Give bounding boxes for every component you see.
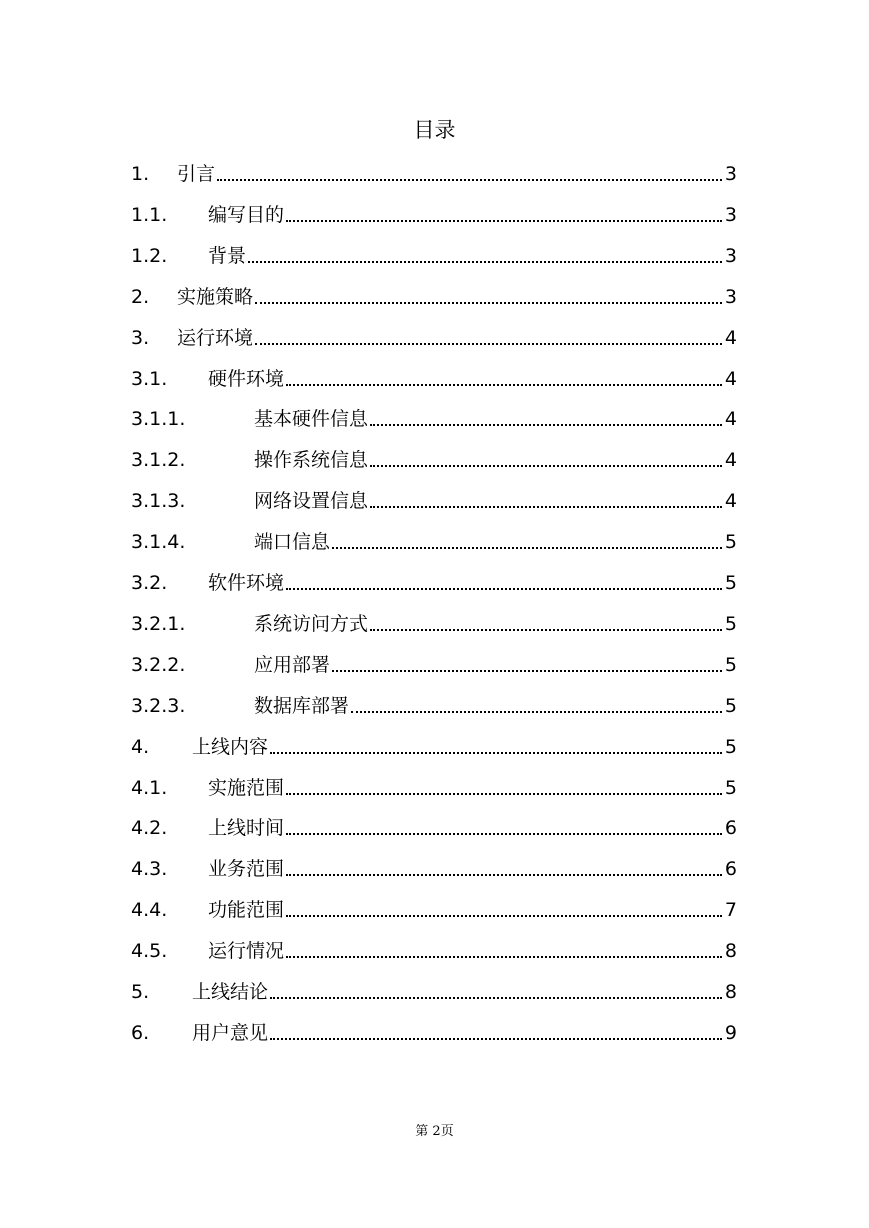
toc-entry[interactable] — [131, 443, 737, 473]
toc-entry-number: 3.1.3. — [131, 490, 186, 512]
toc-dot-leader — [217, 179, 722, 181]
toc-entry[interactable] — [131, 975, 737, 1005]
page-number-footer: 第 2页 — [415, 1124, 454, 1139]
toc-entry-title: 实施范围 — [208, 777, 285, 799]
toc-entry-number: 1.2. — [131, 245, 168, 267]
toc-entry[interactable] — [131, 484, 737, 514]
toc-dot-leader — [286, 956, 722, 958]
toc-dot-leader — [248, 261, 722, 263]
toc-entry-number: 3.2.1. — [131, 613, 186, 635]
toc-dot-leader — [286, 220, 722, 222]
toc-entry-title: 应用部署 — [254, 654, 331, 676]
toc-entry-number: 4.2. — [131, 817, 168, 839]
toc-entry-title: 端口信息 — [254, 531, 331, 553]
toc-entry-title: 功能范围 — [208, 899, 285, 921]
toc-entry-title: 上线时间 — [208, 817, 285, 839]
toc-dot-leader — [286, 915, 722, 917]
toc-entry-number: 4.1. — [131, 777, 168, 799]
toc-entry-number: 3.1.4. — [131, 531, 186, 553]
toc-entry-number: 4.5. — [131, 940, 168, 962]
toc-entry-title: 数据库部署 — [254, 695, 350, 717]
toc-entry-number: 6. — [131, 1022, 150, 1044]
toc-entry-title: 上线内容 — [192, 736, 269, 758]
toc-entry-number: 3.1. — [131, 368, 168, 390]
toc-entry-number: 3.1.2. — [131, 449, 186, 471]
toc-entry-number: 3.2.3. — [131, 695, 186, 717]
toc-entry[interactable] — [131, 811, 737, 841]
toc-entry-page-number: 4 — [724, 327, 737, 349]
toc-entry[interactable] — [131, 239, 737, 269]
toc-entry-number: 3. — [131, 327, 150, 349]
toc-entry-number: 3.1.1. — [131, 408, 186, 430]
toc-entry-page-number: 5 — [724, 531, 737, 553]
toc-entry-page-number: 5 — [724, 777, 737, 799]
toc-entry-number: 5. — [131, 981, 150, 1003]
toc-dot-leader — [286, 833, 722, 835]
toc-entry[interactable] — [131, 1016, 737, 1046]
toc-entry-title: 硬件环境 — [208, 368, 285, 390]
toc-entry[interactable] — [131, 198, 737, 228]
toc-entry[interactable] — [131, 321, 737, 351]
toc-dot-leader — [286, 874, 722, 876]
toc-entry-page-number: 3 — [724, 286, 737, 308]
toc-entry-page-number: 7 — [724, 899, 737, 921]
toc-entry[interactable] — [131, 362, 737, 392]
toc-entry-title: 运行环境 — [177, 327, 254, 349]
toc-dot-leader — [332, 547, 722, 549]
toc-title: 目录 — [413, 118, 456, 142]
toc-entry-title: 系统访问方式 — [254, 613, 369, 635]
toc-entry[interactable] — [131, 648, 737, 678]
toc-dot-leader — [286, 588, 722, 590]
toc-entry-title: 用户意见 — [192, 1022, 269, 1044]
toc-dot-leader — [270, 1038, 722, 1040]
toc-entry[interactable] — [131, 607, 737, 637]
toc-entry-page-number: 3 — [724, 204, 737, 226]
toc-entry-page-number: 5 — [724, 613, 737, 635]
toc-entry-title: 业务范围 — [208, 858, 285, 880]
toc-entry-number: 4.4. — [131, 899, 168, 921]
toc-entry-title: 上线结论 — [192, 981, 269, 1003]
toc-dot-leader — [286, 384, 722, 386]
toc-entry[interactable] — [131, 730, 737, 760]
toc-entry-page-number: 4 — [724, 368, 737, 390]
toc-entry-title: 背景 — [208, 245, 247, 267]
toc-dot-leader — [370, 629, 722, 631]
toc-dot-leader — [286, 793, 722, 795]
toc-entry-number: 2. — [131, 286, 150, 308]
toc-dot-leader — [370, 424, 722, 426]
toc-entry-page-number: 6 — [724, 817, 737, 839]
toc-entry-page-number: 5 — [724, 572, 737, 594]
toc-entry[interactable] — [131, 893, 737, 923]
toc-entry-number: 4. — [131, 736, 150, 758]
toc-entry-title: 基本硬件信息 — [254, 408, 369, 430]
toc-entry-page-number: 5 — [724, 654, 737, 676]
toc-entry-title: 网络设置信息 — [254, 490, 369, 512]
toc-entry-page-number: 4 — [724, 490, 737, 512]
toc-entry-page-number: 3 — [724, 245, 737, 267]
toc-entry-number: 4.3. — [131, 858, 168, 880]
toc-entry-page-number: 8 — [724, 981, 737, 1003]
toc-dot-leader — [255, 302, 722, 304]
toc-entry[interactable] — [131, 934, 737, 964]
toc-entry-title: 引言 — [177, 163, 216, 185]
toc-entry-page-number: 5 — [724, 736, 737, 758]
toc-entry-title: 实施策略 — [177, 286, 254, 308]
toc-entry-number: 1.1. — [131, 204, 168, 226]
toc-entry[interactable] — [131, 852, 737, 882]
toc-dot-leader — [332, 670, 722, 672]
toc-entry[interactable] — [131, 157, 737, 187]
toc-entry-number: 3.2. — [131, 572, 168, 594]
toc-entry-number: 3.2.2. — [131, 654, 186, 676]
toc-entry-page-number: 9 — [724, 1022, 737, 1044]
toc-entry-page-number: 8 — [724, 940, 737, 962]
toc-entry[interactable] — [131, 689, 737, 719]
toc-entry-title: 操作系统信息 — [254, 449, 369, 471]
toc-dot-leader — [255, 343, 722, 345]
toc-entry-title: 运行情况 — [208, 940, 285, 962]
toc-entry-page-number: 4 — [724, 449, 737, 471]
toc-entry-title: 软件环境 — [208, 572, 285, 594]
toc-entry[interactable] — [131, 525, 737, 555]
toc-entry-page-number: 4 — [724, 408, 737, 430]
toc-entry[interactable] — [131, 402, 737, 432]
toc-entry[interactable] — [131, 771, 737, 801]
toc-dot-leader — [270, 752, 722, 754]
toc-entry[interactable] — [131, 566, 737, 596]
toc-entry-page-number: 6 — [724, 858, 737, 880]
toc-entry-page-number: 5 — [724, 695, 737, 717]
toc-entry-title: 编写目的 — [208, 204, 285, 226]
toc-dot-leader — [370, 506, 722, 508]
toc-entry-page-number: 3 — [724, 163, 737, 185]
toc-dot-leader — [370, 465, 722, 467]
toc-dot-leader — [270, 997, 722, 999]
toc-entry[interactable] — [131, 280, 737, 310]
toc-entry-number: 1. — [131, 163, 150, 185]
toc-dot-leader — [351, 711, 722, 713]
